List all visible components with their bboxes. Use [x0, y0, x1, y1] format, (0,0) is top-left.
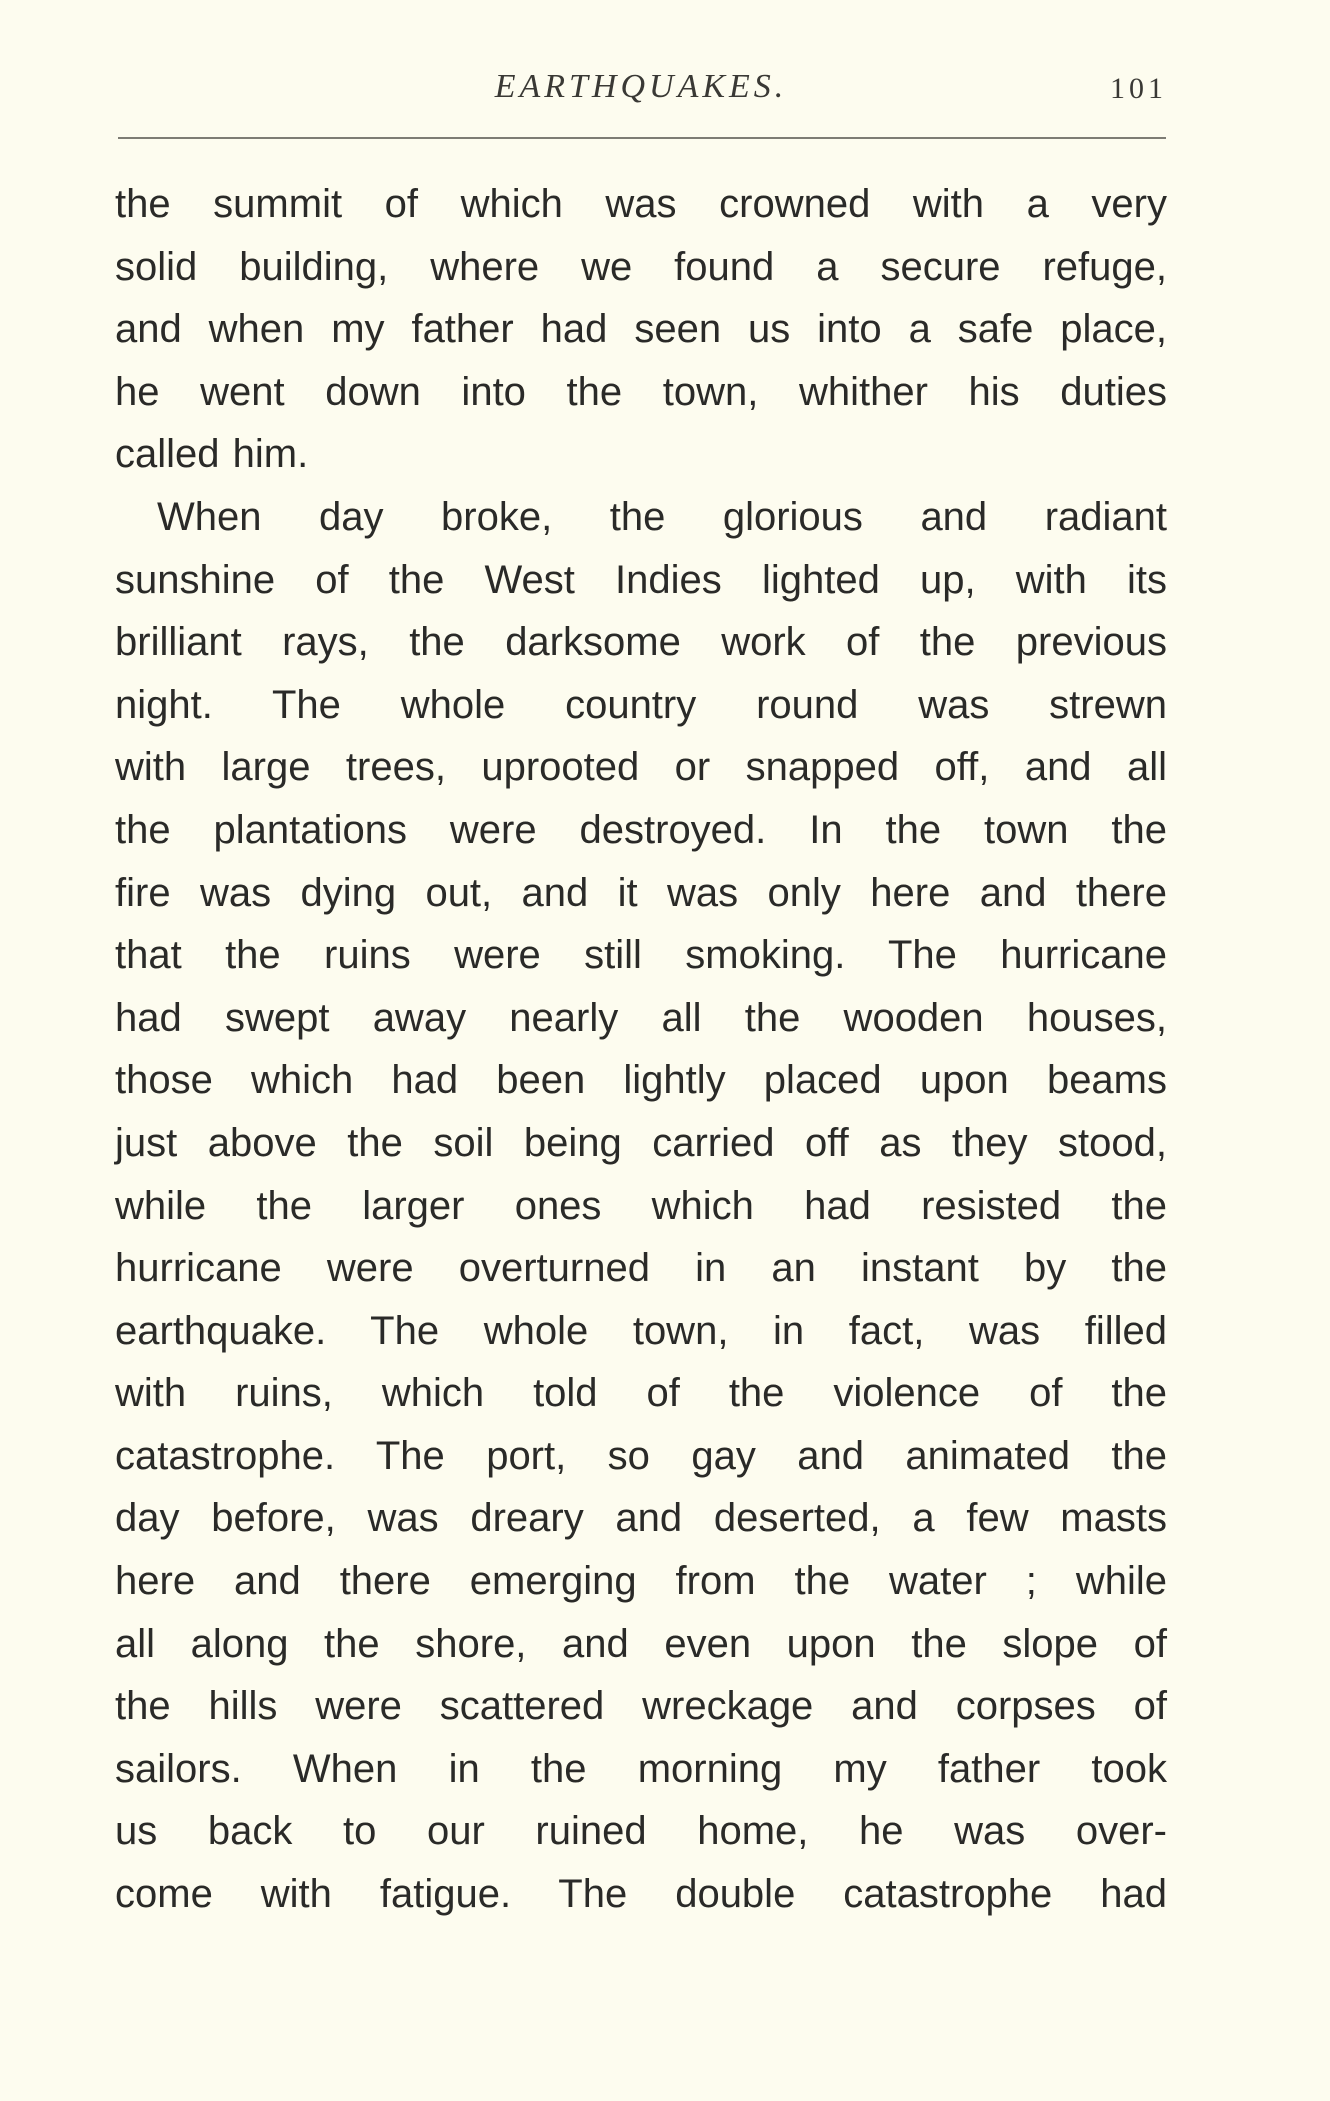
paragraph-1: [115, 173, 1167, 486]
text-line: day before, was dreary and deserted, a few masts: [115, 1496, 1167, 1541]
running-title: EARTHQUAKES.: [494, 68, 788, 105]
text-line: just above the soil being carried off as they stood,: [115, 1120, 1167, 1165]
text-line: sailors. When in the morning my father took: [115, 1746, 1167, 1791]
text-line: sunshine of the West Indies lighted up, with its: [115, 557, 1167, 602]
body-text: [115, 173, 1167, 1926]
text-line: and when my father had seen us into a safe place,: [115, 307, 1167, 352]
header-rule: [118, 137, 1166, 139]
text-line: the summit of which was crowned with a very: [115, 182, 1167, 226]
paragraph-2: [115, 486, 1167, 1926]
text-line: called him.: [115, 432, 309, 477]
text-line: with large trees, uprooted or snapped off, and all: [115, 745, 1167, 790]
text-line: all along the shore, and even upon the slope of: [115, 1621, 1167, 1666]
running-head: [115, 68, 1167, 118]
text-line: while the larger ones which had resisted the: [115, 1183, 1167, 1228]
text-line: night. The whole country round was strewn: [115, 682, 1167, 727]
page-number: 101: [1110, 72, 1167, 105]
text-line: us back to our ruined home, he was over-: [115, 1809, 1167, 1854]
text-line: When day broke, the glorious and radiant: [157, 494, 1167, 539]
text-line: the plantations were destroyed. In the town the: [115, 807, 1167, 852]
text-line: that the ruins were still smoking. The hurricane: [115, 933, 1167, 978]
text-line: brilliant rays, the darksome work of the previous: [115, 620, 1167, 665]
text-line: solid building, where we found a secure refuge,: [115, 244, 1167, 289]
text-line: hurricane were overturned in an instant by the: [115, 1246, 1167, 1291]
text-line: come with fatigue. The double catastrophe had: [115, 1872, 1167, 1917]
text-line: earthquake. The whole town, in fact, was filled: [115, 1308, 1167, 1353]
text-line: had swept away nearly all the wooden houses,: [115, 995, 1167, 1040]
text-line: here and there emerging from the water ; while: [115, 1559, 1167, 1604]
text-line: he went down into the town, whither his duties: [115, 369, 1167, 414]
text-line: with ruins, which told of the violence of the: [115, 1371, 1167, 1416]
text-line: catastrophe. The port, so gay and animated the: [115, 1433, 1167, 1478]
text-line: those which had been lightly placed upon beams: [115, 1058, 1167, 1103]
text-line: fire was dying out, and it was only here and there: [115, 870, 1167, 915]
text-line: the hills were scattered wreckage and corpses of: [115, 1684, 1167, 1729]
